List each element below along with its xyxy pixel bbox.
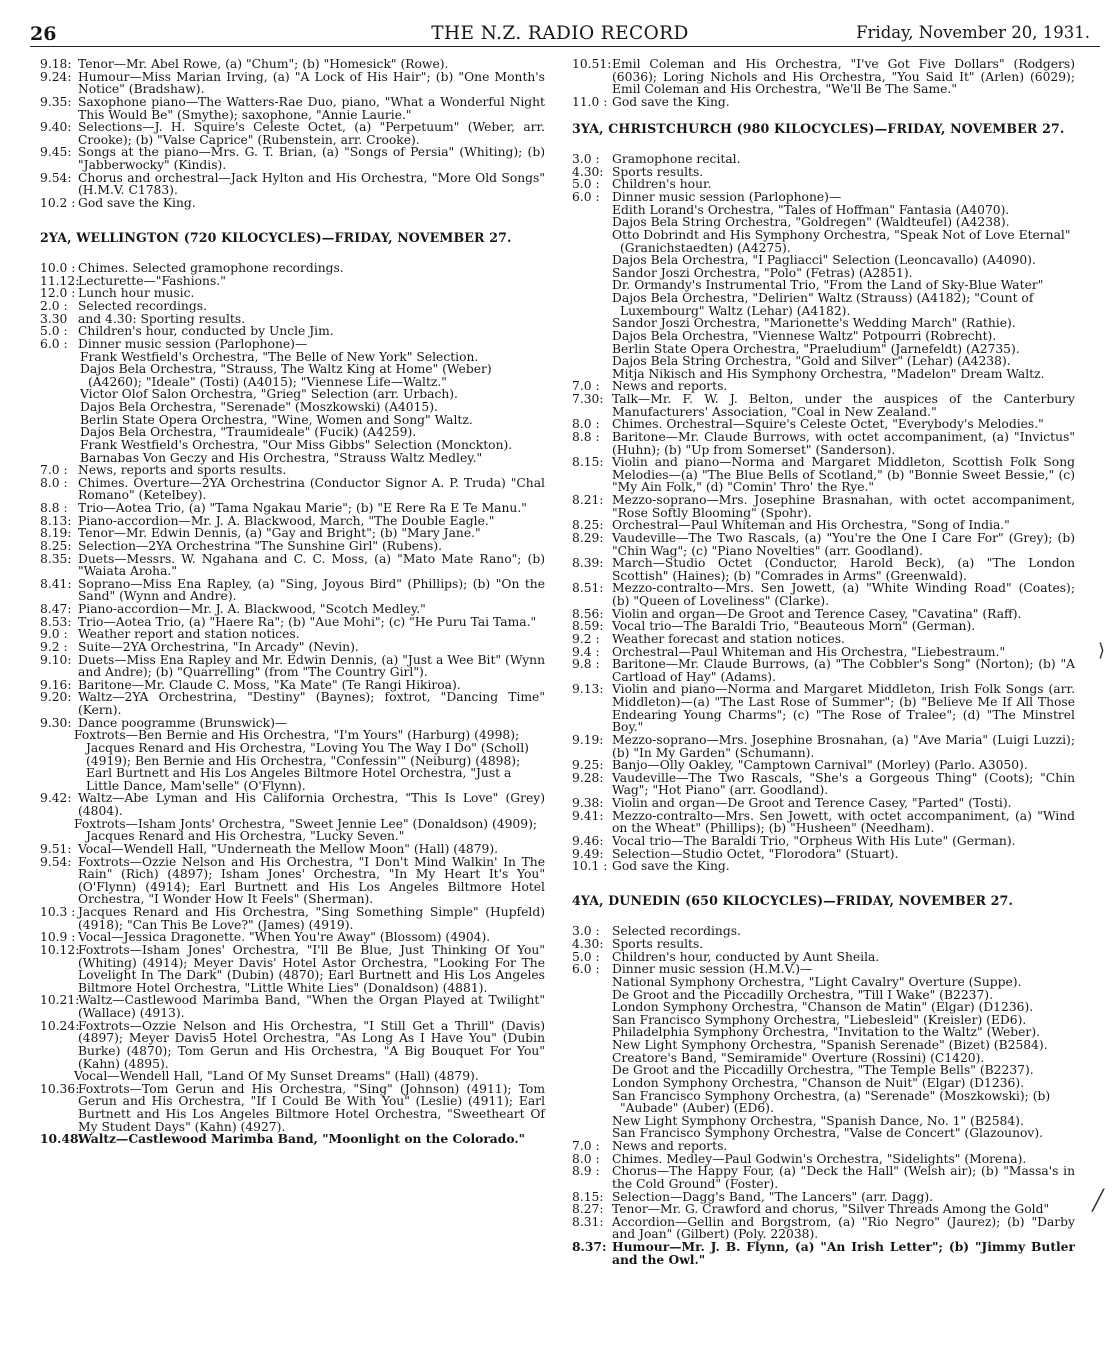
dinner-music-item: Mitja Nikisch and His Symphony Orchestra, "Madelon" Dream Waltz. — [612, 366, 1045, 381]
programme-entry — [40, 262, 545, 275]
entry-description: Waltz—Castlewood Marimba Band, "When the Organ Played at Twilight" (Wallace) (4913). — [78, 993, 545, 1020]
entry-time: 9.2 : — [572, 631, 600, 646]
entry-description: Foxtrots—Ozzie Nelson and His Orchestra, "I Still Get a Thrill" (Davis) (4897); Meyer Davis5 Hotel Orchestra, "As Long As I Have You" (Dubin Burke) (4870); Tom Gerun and His Orchestra, "A Big Bouquet For You" (Kahn) (4895). — [78, 1018, 545, 1071]
programme-entry — [572, 633, 1075, 646]
programme-entry — [40, 553, 545, 578]
entry-description: Lunch hour music. — [78, 286, 195, 301]
page-number: 26 — [30, 23, 57, 45]
programme-entry — [572, 658, 1075, 683]
entry-description: Gramophone recital. — [612, 152, 741, 167]
entry-time: 9.19: — [572, 732, 604, 747]
entry-description: Baritone—Mr. Claude C. Moss, "Ka Mate" (Te Rangi Hikiroa). — [78, 677, 461, 692]
entry-time: 9.18: — [40, 57, 72, 71]
programme-entry — [40, 477, 545, 502]
entry-time: 8.9 : — [572, 1164, 600, 1179]
programme-entry — [572, 393, 1075, 418]
entry-time: 6.0 : — [572, 190, 600, 204]
programme-entry — [572, 860, 1075, 873]
entry-time: 9.49: — [572, 846, 604, 861]
entry-description: Chimes. Medley—Paul Godwin's Orchestra, "Sidelights" (Morena). — [612, 1151, 1027, 1166]
entry-description: Selections—J. H. Squire's Celeste Octet, (a) "Perpetuum" (Weber, arr. Crooke); (b) "Valse Caprice" (Rubenstein, arr. Crooke). — [78, 120, 545, 147]
entry-time: 2.0 : — [40, 299, 68, 313]
dinner-music-item: De Groot and the Piccadilly Orchestra, "Till I Wake" (B2237). — [612, 987, 994, 1002]
programme-entry — [40, 325, 545, 338]
entry-description: Duets—Miss Ena Rapley and Mr. Edwin Dennis, (a) "Just a Wee Bit" (Wynn and Andre); (b) "Quarrelling" (from "The Country Girl"). — [78, 652, 545, 680]
programme-entry — [40, 843, 545, 856]
programme-entry — [40, 1020, 545, 1071]
entry-description: Vocal trio—The Baraldi Trio, "Beauteous Morn" (German). — [612, 619, 976, 634]
entry-time: 10.51: — [572, 57, 612, 71]
programme-entry — [572, 582, 1075, 607]
station-heading: 3YA, CHRISTCHURCH (980 KILOCYCLES)—FRIDAY, NOVEMBER 27. — [572, 120, 1065, 136]
entry-time: 9.54: — [40, 170, 72, 185]
entry-time: 9.10: — [40, 652, 72, 667]
programme-continuation: Foxtrots—Isham Jonts' Orchestra, "Sweet Jennie Lee" (Donaldson) (4909); Jacques Renard and His Orchestra, "Lucky Seven." — [74, 816, 538, 844]
entry-time: 9.24: — [40, 69, 72, 84]
entry-description: Humour—Mr. J. B. Flynn, (a) "An Irish Letter"; (b) "Jimmy Butler and the Owl." — [612, 1239, 1075, 1267]
entry-description: Dinner music session (H.M.V.)— — [612, 962, 813, 977]
programme-entry — [40, 603, 545, 616]
entry-time: 7.0 : — [572, 1139, 600, 1153]
entry-time: 5.0 : — [40, 324, 68, 339]
dinner-music-item: London Symphony Orchestra, "Chanson de Nuit" (Elgar) (D1236). — [612, 1075, 1025, 1090]
dinner-music-item: Berlin State Opera Orchestra, "Praeludium" (Jarnefeldt) (A2735). — [612, 341, 1020, 356]
entry-time: 8.59: — [572, 619, 604, 634]
newspaper-title: THE N.Z. RADIO RECORD — [431, 23, 689, 44]
entry-description: Dinner music session (Parlophone)— — [612, 190, 842, 204]
entry-description: Children's hour, conducted by Aunt Sheila. — [612, 949, 880, 964]
entry-time: 8.37: — [572, 1239, 607, 1254]
dinner-music-item: Barnabas Von Geczy and His Orchestra, "Strauss Waltz Medley." — [80, 450, 483, 465]
dinner-music-item: Sandor Joszi Orchestra, "Marionette's Wedding March" (Rathie). — [612, 316, 1016, 331]
entry-description: News and reports. — [612, 1139, 728, 1153]
entry-time: 10.3 : — [40, 905, 76, 919]
entry-time: 3.0 : — [572, 152, 600, 167]
entry-description: Piano-accordion—Mr. J. A. Blackwood, "Scotch Medley." — [78, 602, 426, 616]
programme-entry — [40, 502, 545, 515]
entry-time: 8.0 : — [40, 475, 68, 490]
dinner-music-item: San Francisco Symphony Orchestra, (a) "Serenade" (Moszkowski); (b) "Aubade" (Auber) (ED6). — [612, 1088, 1051, 1116]
entry-time: 8.8 : — [572, 429, 600, 444]
entry-time: 8.13: — [40, 513, 72, 528]
entry-description: Waltz—Castlewood Marimba Band, "Moonlight on the Colorado." — [78, 1131, 526, 1147]
programme-entry — [40, 1083, 545, 1134]
entry-time: 8.41: — [40, 576, 72, 591]
entry-description: Orchestral—Paul Whiteman and His Orchestra, "Song of India." — [612, 518, 1010, 533]
entry-description: Baritone—Mr. Claude Burrows, with octet accompaniment, (a) "Invictus" (Huhn); (b) "Up from Somerset" (Sanderson). — [612, 429, 1075, 457]
station-heading: 2YA, WELLINGTON (720 KILOCYCLES)—FRIDAY, NOVEMBER 27. — [40, 229, 512, 245]
entry-description: Chimes. Orchestral—Squire's Celeste Octet, "Everybody's Melodies." — [612, 417, 1044, 432]
entry-description: Mezzo-soprano—Mrs. Josephine Brasnahan, with octet accompaniment, "Rose Softly Blooming" (Spohr). — [612, 493, 1075, 520]
margin-pencil-mark: ╱ — [1092, 1188, 1105, 1212]
programme-entry — [572, 759, 1075, 772]
entry-time: 9.38: — [572, 796, 604, 810]
entry-time: 9.46: — [572, 833, 604, 848]
dinner-music-item: New Light Symphony Orchestra, "Spanish Dance, No. 1" (B2584). — [612, 1113, 1024, 1128]
programme-entry — [40, 71, 545, 96]
entry-description: God save the King. — [612, 94, 730, 109]
programme-entry — [40, 197, 545, 210]
entry-time: 8.29: — [572, 530, 604, 545]
entry-time: 11.12: — [40, 273, 80, 288]
entry-description: Selection—Studio Octet, "Florodora" (Stuart). — [612, 846, 899, 861]
entry-time: 8.39: — [572, 556, 604, 571]
dinner-music-item: Dr. Ormandy's Instrumental Trio, "From the Land of Sky-Blue Water" — [612, 278, 1044, 293]
programme-entry — [40, 944, 545, 995]
entry-description: Violin and piano—Norma and Margaret Middleton, Scottish Folk Song Melodies—(a) "The Blue Bells of Scotland," (b) "Bonnie Sweet Bessie," (c) "My Ain Folk," (d) "Comin' Thro' the Rye." — [612, 455, 1075, 495]
programme-entry — [572, 835, 1075, 848]
entry-description: Sports results. — [612, 164, 704, 179]
entry-time: 6.0 : — [40, 336, 68, 351]
entry-time: 9.54: — [40, 854, 72, 869]
programme-entry — [40, 540, 545, 553]
entry-description: Vocal—Jessica Dragonette. "When You're Away" (Blossom) (4904). — [78, 930, 491, 945]
entry-description: Banjo—Olly Oakley, "Camptown Carnival" (Morley) (Parlo. A3050). — [612, 758, 1028, 773]
entry-description: Chorus—The Happy Four, (a) "Deck the Hall" (Welsh air); (b) "Massa's in the Cold Ground" (Foster). — [612, 1164, 1075, 1191]
programme-entry — [40, 641, 545, 654]
entry-time: 8.35: — [40, 551, 72, 566]
programme-entry — [40, 58, 545, 71]
entry-time: 7.0 : — [572, 379, 600, 394]
programme-entry — [40, 527, 545, 540]
programme-entry — [40, 654, 545, 679]
entry-description: Mezzo-contralto—Mrs. Sen Jowett, with octet accompaniment, (a) "Wind on the Wheat" (Phillips); (b) "Husheen" (Needham). — [612, 808, 1075, 836]
dinner-music-item: De Groot and the Piccadilly Orchestra, "The Temple Bells" (B2237). — [612, 1063, 1034, 1078]
entry-description: Tenor—Mr. G. Crawford and chorus, "Silver Threads Among the Gold" — [612, 1202, 1050, 1217]
entry-time: 8.31: — [572, 1214, 604, 1229]
programme-entry — [40, 628, 545, 641]
entry-time: 10.2 : — [40, 195, 76, 210]
programme-entry — [572, 494, 1075, 519]
dinner-music-item: Frank Westfield's Orchestra, "The Belle of New York" Selection. — [80, 349, 479, 364]
programme-entry — [572, 938, 1075, 951]
entry-time: 9.13: — [572, 682, 604, 697]
entry-time: 10.9 : — [40, 930, 76, 945]
entry-description: Foxtrots—Ozzie Nelson and His Orchestra, "I Don't Mind Walkin' In The Rain" (Rich) (4897); Isham Jones' Orchestra, "In My Heart It's You" (O'Flynn) (4914); Earl Burtnett and His Los Angeles Biltmore Hotel Orchestra, "I Wonder How It Feels" (Sherman). — [78, 854, 545, 907]
header-rule — [30, 46, 1100, 47]
entry-time: 9.16: — [40, 677, 72, 692]
dinner-music-item: Victor Olof Salon Orchestra, "Grieg" Selection (arr. Urbach). — [80, 387, 458, 402]
entry-description: Trio—Aotea Trio, (a) "Haere Ra"; (b) "Aue Mohi"; (c) "He Puru Tai Tama." — [78, 614, 537, 629]
entry-description: Sports results. — [612, 937, 704, 951]
programme-entry — [40, 578, 545, 603]
entry-description: God save the King. — [612, 859, 730, 874]
programme-entry — [40, 96, 545, 121]
entry-description: Talk—Mr. F. W. J. Belton, under the auspices of the Canterbury Manufacturers' Association, "Coal in New Zealand." — [612, 392, 1075, 419]
entry-time: 10.36: — [40, 1081, 80, 1096]
entry-time: 9.25: — [572, 758, 604, 773]
dinner-music-item: Creatore's Band, "Semiramide" Overture (Rossini) (C1420). — [612, 1050, 985, 1065]
programme-entry — [572, 772, 1075, 797]
issue-date: Friday, November 20, 1931. — [856, 23, 1090, 42]
entry-time: 8.0 : — [572, 1151, 600, 1166]
entry-time: 9.28: — [572, 770, 604, 785]
dinner-music-item: Sandor Joszi Orchestra, "Polo" (Fetras) (A2851). — [612, 265, 913, 280]
entry-time: 9.51: — [40, 841, 72, 856]
entry-description: Violin and piano—Norma and Margaret Middleton, Irish Folk Songs (arr. Middleton)—(a) "The Last Rose of Summer"; (b) "Believe Me If All Those Endearing Young Charms"; (c) "The Rose of Tralee"; (d) "The Minstrel Boy." — [612, 682, 1075, 735]
entry-description: Waltz—Abe Lyman and His California Orchestra, "This Is Love" (Grey) (4804). — [78, 791, 545, 818]
entry-description: Selection—2YA Orchestrina "The Sunshine Girl" (Rubens). — [78, 538, 443, 553]
dinner-music-item: Dajos Bela String Orchestra, "Gold and Silver" (Lehar) (A4238). — [612, 354, 1011, 369]
programme-entry — [572, 96, 1075, 109]
entry-description: Children's hour. — [612, 177, 712, 192]
entry-description: Emil Coleman and His Orchestra, "I've Got Five Dollars" (Rodgers) (6036); Loring Nichols and His Orchestra, "You Said It" (Arlen) (6029); Emil Coleman and His Orchestra, "We'll Be The Same." — [612, 57, 1075, 97]
entry-description: Suite—2YA Orchestrina, "In Arcady" (Nevin). — [78, 639, 359, 654]
dinner-music-item: Frank Westfield's Orchestra, "Our Miss Gibbs" Selection (Monckton). — [80, 437, 513, 452]
entry-time: 8.53: — [40, 614, 72, 629]
entry-time: 6.0 : — [572, 962, 600, 977]
entry-description: Dance poogramme (Brunswick)— — [78, 715, 288, 730]
entry-description: Dinner music session (Parlophone)— — [78, 336, 308, 351]
programme-entry — [572, 456, 1075, 494]
programme-entry — [572, 1203, 1075, 1216]
entry-description: Jacques Renard and His Orchestra, "Sing Something Simple" (Hupfeld) (4918); "Can This Be Love?" (James) (4919). — [78, 905, 545, 932]
entry-time: 11.0 : — [572, 94, 608, 109]
right-column — [572, 58, 1075, 1266]
dinner-music-item: Dajos Bela Orchestra, "Viennese Waltz" Potpourri (Robrecht). — [612, 328, 997, 343]
entry-description: Vaudeville—The Two Rascals, (a) "You're the One I Care For" (Grey); (b) "Chin Wag"; (c) "Piano Novelties" (arr. Goodland). — [612, 530, 1075, 558]
dinner-music-item: San Francisco Symphony Orchestra, "Valse de Concert" (Glazounov). — [612, 1126, 1044, 1141]
entry-time: 7.0 : — [40, 463, 68, 478]
programme-entry — [40, 338, 545, 351]
entry-time: 10.1 : — [572, 859, 608, 874]
entry-description: Chimes. Overture—2YA Orchestrina (Conductor Signor A. P. Truda) "Chal Romano" (Ketelbey). — [78, 475, 545, 503]
entry-time: 8.15: — [572, 455, 604, 470]
entry-description: Selection—Dagg's Band, "The Lancers" (arr. Dagg). — [612, 1189, 934, 1204]
programme-entry — [572, 191, 1075, 204]
programme-entry — [40, 931, 545, 944]
entry-time: 4.30: — [572, 164, 604, 179]
entry-time: 9.8 : — [572, 657, 600, 672]
entry-time: 8.19: — [40, 526, 72, 541]
entry-description: Saxophone piano—The Watters-Rae Duo, piano, "What a Wonderful Night This Would Be" (Smythe); saxophone, "Annie Laurie." — [78, 94, 545, 122]
entry-description: Weather forecast and station notices. — [612, 631, 845, 646]
entry-description: Violin and organ—De Groot and Terence Casey, "Parted" (Tosti). — [612, 796, 1012, 810]
dinner-music-item: San Francisco Symphony Orchestra, "Liebesleid" (Kreisler) (ED6). — [612, 1012, 1027, 1027]
dinner-music-item: Edith Lorand's Orchestra, "Tales of Hoffman" Fantasia (A4070). — [612, 202, 1010, 217]
programme-entry — [572, 1140, 1075, 1153]
programme-entry — [572, 1165, 1075, 1190]
programme-entry — [40, 300, 545, 313]
programme-entry — [572, 810, 1075, 835]
programme-entry — [572, 683, 1075, 734]
entry-description: Tenor—Mr. Abel Rowe, (a) "Chum"; (b) "Homesick" (Rowe). — [78, 57, 449, 71]
programme-entry — [40, 994, 545, 1019]
entry-description: Mezzo-soprano—Mrs. Josephine Brosnahan, (a) "Ave Maria" (Luigi Luzzi); (b) "In My Garden" (Schumann). — [612, 732, 1075, 760]
entry-description: Weather report and station notices. — [78, 627, 300, 642]
entry-time: 10.48: — [40, 1131, 84, 1147]
dinner-music-item: Dajos Bela Orchestra, "Serenade" (Moszkowski) (A4015). — [80, 400, 438, 414]
dinner-music-item: Dajos Bela Orchestra, "I Pagliacci" Selection (Leoncavallo) (A4090). — [612, 253, 1036, 268]
programme-entry — [572, 734, 1075, 759]
entry-time: 8.47: — [40, 602, 72, 616]
programme-continuation: Foxtrots—Ben Bernie and His Orchestra, "I'm Yours" (Harburg) (4998); Jacques Renard and His Orchestra, "Loving You The Way I Do" (Scholl) (4919); Ben Bernie and His Orchestra, "Confessin'" (Neiburg) (4898); Earl Burtnett and His Los Angeles Biltmore Hotel Orchestra, "Just a Little Dance, Mam'selle" (O'Flynn). — [74, 728, 529, 793]
entry-description: Vaudeville—The Two Rascals, "She's a Gorgeous Thing" (Coots); "Chin Wag"; "Hot Piano" (arr. Goodland). — [612, 770, 1075, 798]
entry-time: 10.12: — [40, 942, 80, 957]
entry-time: 12.0 : — [40, 286, 76, 301]
entry-time: 8.21: — [572, 493, 604, 507]
programme-entry — [40, 856, 545, 907]
entry-description: Waltz—2YA Orchestrina, "Destiny" (Baynes); foxtrot, "Dancing Time" (Kern). — [78, 690, 545, 717]
entry-description: Orchestral—Paul Whiteman and His Orchestra, "Liebestraum." — [612, 644, 1006, 659]
entry-description: Mezzo-contralto—Mrs. Sen Jowett, (a) "White Winding Road" (Coates); (b) "Queen of Loveliness" (Clarke). — [612, 581, 1075, 608]
dinner-music-item: New Light Symphony Orchestra, "Spanish Serenade" (Bizet) (B2584). — [612, 1038, 1048, 1052]
programme-entry — [572, 557, 1075, 582]
programme-entry — [572, 431, 1075, 456]
entry-time: 9.42: — [40, 791, 72, 806]
dinner-music-item: Dajos Bela Orchestra, "Strauss, The Waltz King at Home" (Weber) (A4260); "Ideale" (Tosti) (A4015); "Viennese Life—Waltz." — [80, 362, 492, 389]
programme-entry — [40, 792, 545, 817]
programme-entry — [572, 58, 1075, 96]
programme-entry — [572, 797, 1075, 810]
entry-time: 3.0 : — [572, 924, 600, 939]
entry-description: Accordion—Gellin and Borgstrom, (a) "Rio Negro" (Jaurez); (b) "Darby and Joan" (Gilbert) (Poly. 22038). — [612, 1214, 1075, 1242]
programme-entry — [572, 963, 1075, 976]
entry-time: 8.56: — [572, 606, 604, 621]
entry-description: Foxtrots—Isham Jones' Orchestra, "I'll Be Blue, Just Thinking Of You" (Whiting) (4914); Meyer Davis' Hotel Astor Orchestra, "Looking For The Lovelight In The Dark" (Dubin) (4870); Earl Burtnett and His Los Angeles Biltmore Hotel Orchestra, "Little White Lies" (Donaldson) (4881). — [78, 942, 545, 995]
dinner-music-item: Dajos Bela Orchestra, "Traumideale" (Fucik) (A4259). — [80, 425, 417, 440]
programme-entry — [572, 1216, 1075, 1241]
entry-time: 8.27: — [572, 1202, 604, 1217]
entry-time: 9.2 : — [40, 639, 68, 654]
entry-description: Selected recordings. — [612, 924, 741, 939]
entry-description: Lecturette—"Fashions." — [78, 273, 226, 288]
dinner-music-item: Dajos Bela String Orchestra, "Goldregen" (Waldteufel) (A4238). — [612, 215, 1010, 230]
entry-time: 9.35: — [40, 94, 72, 109]
entry-description: Selected recordings. — [78, 299, 207, 313]
entry-time: 9.4 : — [572, 644, 600, 659]
programme-entry — [572, 620, 1075, 633]
programme-continuation: Vocal—Wendell Hall, "Land Of My Sunset Dreams" (Hall) (4879). — [74, 1069, 479, 1084]
entry-description: Foxtrots—Tom Gerun and His Orchestra, "Sing" (Johnson) (4911); Tom Gerun and His Orchestra, "If I Could Be With You" (Leslie) (4911); Earl Burtnett and His Los Angeles Biltmore Hotel Orchestra, "Sweetheart Of My Student Days" (Kahn) (4927). — [78, 1081, 545, 1134]
entry-description: News, reports and sports results. — [78, 463, 287, 478]
dinner-music-item: Philadelphia Symphony Orchestra, "Invitation to the Waltz" (Weber). — [612, 1025, 1041, 1040]
left-column — [40, 58, 545, 1146]
entry-description: God save the King. — [78, 195, 196, 210]
entry-time: 8.0 : — [572, 417, 600, 432]
entry-time: 10.0 : — [40, 261, 76, 276]
entry-time: 5.0 : — [572, 177, 600, 192]
entry-time: 8.15: — [572, 1189, 604, 1204]
entry-description: Soprano—Miss Ena Rapley, (a) "Sing, Joyous Bird" (Phillips); (b) "On the Sand" (Wynn and Andre). — [78, 576, 545, 604]
entry-description: Children's hour, conducted by Uncle Jim. — [78, 324, 334, 339]
entry-time: 9.45: — [40, 145, 72, 160]
entry-time: 9.30: — [40, 715, 72, 730]
programme-entry — [40, 906, 545, 931]
programme-entry — [572, 418, 1075, 431]
entry-time: 9.41: — [572, 808, 604, 823]
programme-entry — [40, 172, 545, 197]
entry-time: 8.51: — [572, 581, 604, 596]
entry-description: Duets—Messrs. W. Ngahana and C. C. Moss, (a) "Mato Mate Rano"; (b) "Waiata Aroha." — [78, 551, 545, 579]
entry-time: 9.20: — [40, 690, 72, 705]
entry-description: Humour—Miss Marian Irving, (a) "A Lock of His Hair"; (b) "One Month's Notice" (Bradshaw). — [78, 69, 545, 97]
entry-description: Violin and organ—De Groot and Terence Casey, "Cavatina" (Raff). — [612, 606, 1022, 621]
programme-entry — [572, 532, 1075, 557]
entry-time: 8.8 : — [40, 501, 68, 515]
programme-entry — [40, 464, 545, 477]
margin-pencil-mark: ⟩ — [1098, 640, 1106, 661]
entry-description: Tenor—Mr. Edwin Dennis, (a) "Gay and Bright"; (b) "Mary Jane." — [78, 526, 481, 541]
programme-entry — [40, 121, 545, 146]
programme-entry — [40, 691, 545, 716]
entry-description: News and reports. — [612, 379, 728, 394]
entry-description: Piano-accordion—Mr. J. A. Blackwood, March, "The Double Eagle." — [78, 513, 495, 528]
entry-time: 9.0 : — [40, 627, 68, 642]
entry-time: 8.25: — [40, 538, 72, 553]
dinner-music-item: Berlin State Opera Orchestra, "Wine, Women and Song" Waltz. — [80, 412, 473, 427]
entry-description: Trio—Aotea Trio, (a) "Tama Ngakau Marie"; (b) "E Rere Ra E Te Manu." — [78, 501, 527, 515]
programme-entry — [572, 153, 1075, 166]
entry-description: Chimes. Selected gramophone recordings. — [78, 261, 344, 276]
entry-time: 8.25: — [572, 518, 604, 533]
entry-time: 5.0 : — [572, 949, 600, 964]
entry-description: Vocal—Wendell Hall, "Underneath the Mellow Moon" (Hall) (4879). — [78, 841, 499, 856]
dinner-music-item: National Symphony Orchestra, "Light Cavalry" Overture (Suppe). — [612, 974, 1022, 989]
entry-description: Songs at the piano—Mrs. G. T. Brian, (a) "Songs of Persia" (Whiting); (b) "Jabberwocky" (Kindis). — [78, 145, 545, 172]
dinner-music-item: London Symphony Orchestra, "Chanson de Matin" (Elgar) (D1236). — [612, 1000, 1034, 1015]
entry-time: 7.30: — [572, 392, 604, 406]
entry-description: and 4.30: Sporting results. — [78, 311, 246, 326]
entry-description: Vocal trio—The Baraldi Trio, "Orpheus With His Lute" (German). — [612, 833, 1016, 848]
entry-time: 10.21: — [40, 993, 80, 1008]
entry-time: 4.30: — [572, 937, 604, 951]
programme-entry — [572, 1241, 1075, 1266]
entry-time: 3.30 — [40, 311, 68, 326]
programme-entry — [40, 1133, 545, 1146]
entry-time: 9.40: — [40, 120, 72, 135]
entry-description: Baritone—Mr. Claude Burrows, (a) "The Cobbler's Song" (Norton); (b) "A Cartload of Hay" (Adams). — [612, 657, 1075, 684]
entry-description: March—Studio Octet (Conductor, Harold Beck), (a) "The London Scottish" (Haines); (b) "Comrades in Arms" (Greenwald). — [612, 556, 1075, 583]
programme-entry — [40, 146, 545, 171]
entry-time: 10.24: — [40, 1018, 80, 1033]
programme-entry — [572, 519, 1075, 532]
station-heading: 4YA, DUNEDIN (650 KILOCYCLES)—FRIDAY, NOVEMBER 27. — [572, 892, 1013, 908]
entry-description: Chorus and orchestral—Jack Hylton and His Orchestra, "More Old Songs" (H.M.V. C1783). — [78, 170, 545, 198]
dinner-music-item: Otto Dobrindt and His Symphony Orchestra, "Speak Not of Love Eternal" (Granichstaedten) (A4275). — [612, 227, 1071, 255]
dinner-music-item: Dajos Bela Orchestra, "Delirien" Waltz (Strauss) (A4182); "Count of Luxembourg" Waltz (Lehar) (A4182). — [612, 291, 1034, 318]
